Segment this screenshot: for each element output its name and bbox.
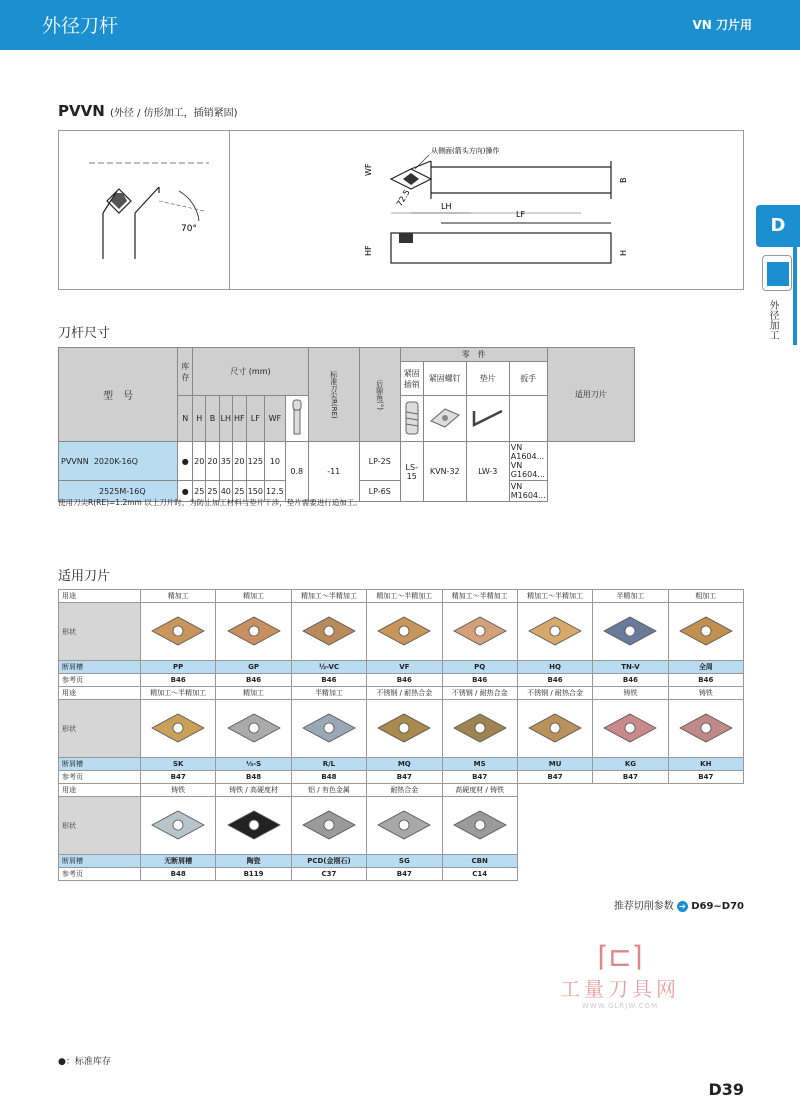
row-label: 用途 [59,687,141,700]
th-dims: 尺寸 (mm) [193,348,309,396]
insert-image [141,700,216,758]
insert-shape-icon [224,611,284,651]
insert-image [593,700,668,758]
chipbreaker: MS [442,758,517,771]
shim-value: KVN-32 [423,442,466,502]
ref-page[interactable]: B46 [517,674,592,687]
row-label: 断屑槽 [59,855,141,868]
insert-shape-icon [525,611,585,651]
row-label: 形状 [59,700,141,758]
chipbreaker: PCD(金刚石) [291,855,366,868]
empty-cell [593,855,668,868]
screw-value: LS-15 [400,442,423,502]
insert-use: 铸铁 [668,687,743,700]
ref-page[interactable]: B119 [216,868,291,881]
chapter-label: 外径加工 [767,300,778,340]
th-re: 标准刀尖R(RE) [308,348,359,442]
th-h: H [193,396,206,442]
th-n: N [178,396,193,442]
ref-page[interactable]: B46 [442,674,517,687]
insert-use: 铝 / 有色金属 [291,784,366,797]
insert-image [442,797,517,855]
chipbreaker: KG [593,758,668,771]
row-label: 形状 [59,797,141,855]
ref-page[interactable]: B46 [367,674,442,687]
insert-shape-icon [299,805,359,845]
chipbreaker: 陶瓷 [216,855,291,868]
pin-2: LP-6S [359,481,400,502]
row-label: 用途 [59,590,141,603]
insert-shape-icon [374,611,434,651]
header-right: VN 刀片用 [692,18,752,32]
row-label: 参考页 [59,868,141,881]
lf-1: 125 [246,442,264,481]
ref-page[interactable]: B47 [367,868,442,881]
chipbreaker: HQ [517,661,592,674]
insert-shape-icon [676,611,736,651]
empty-cell [668,797,743,855]
chipbreaker: R/L [291,758,366,771]
insert-image [367,700,442,758]
insert-shape-icon [299,708,359,748]
insert-shape-icon [148,611,208,651]
insert-shape-icon [224,708,284,748]
recom-label: 推荐切削参数 [613,901,674,912]
row-label: 参考页 [59,771,141,784]
recommended-cutting-params[interactable] [614,897,744,912]
holder-desc: (外径 / 仿形加工，插销紧固) [110,108,238,119]
empty-cell [517,797,592,855]
chipbreaker: GP [216,661,291,674]
chipbreaker: KH [668,758,743,771]
row-label: 用途 [59,784,141,797]
hf-2: 25 [233,481,247,502]
chipbreaker: ⅓-S [216,758,291,771]
insert-use: 精加工～半精加工 [442,590,517,603]
chipbreaker: SG [367,855,442,868]
svg-text:72.5: 72.5 [394,188,412,208]
insert-image [216,700,291,758]
th-shim: 垫片 [466,362,509,396]
th-wrench: 扳手 [509,362,547,396]
holder-code: PVVN [58,102,105,120]
watermark-logo: ⌈⊏⌉ [597,940,643,973]
wf-1: 10 [264,442,285,481]
chipbreaker: SK [141,758,216,771]
th-wf: WF [264,396,285,442]
section-title [58,102,238,120]
insert-image [367,797,442,855]
th-inserts: 适用刀片 [547,348,634,442]
insert-image [291,700,366,758]
insert-use: 不锈钢 / 耐热合金 [367,687,442,700]
insert-image [367,603,442,661]
ref-page[interactable]: B47 [442,771,517,784]
insert-use: 铸铁 [141,784,216,797]
insert-use: 半精加工 [593,590,668,603]
drawing-divider [229,131,230,289]
insert-use: 高硬度材 / 铸铁 [442,784,517,797]
insert-use: 铸铁 [593,687,668,700]
empty-cell [593,868,668,881]
ref-page[interactable]: B46 [216,674,291,687]
ref-page[interactable]: C14 [442,868,517,881]
insert-image [668,700,743,758]
recom-pages: D69~D70 [691,901,744,912]
empty-cell [517,784,592,797]
turning-icon [762,255,792,291]
insert-use: 半精加工 [291,687,366,700]
table2-title: 适用刀片 [58,569,111,584]
th-lf: LF [246,396,264,442]
chipbreaker: MU [517,758,592,771]
chipbreaker: MQ [367,758,442,771]
holder-drawing [58,130,744,290]
chipbreaker: VF [367,661,442,674]
chipbreaker: PP [141,661,216,674]
watermark-text: 工量刀具网 [560,977,680,1001]
insert-shape-icon [600,708,660,748]
insert-use: 不锈钢 / 耐热合金 [442,687,517,700]
ref-page[interactable]: B47 [517,771,592,784]
insert-use: 精加工 [141,590,216,603]
svg-text:LH: LH [441,202,452,211]
insert-image [141,603,216,661]
insert-shape-icon [525,708,585,748]
wf-2: 12.5 [264,481,285,502]
chipbreaker: 全周 [668,661,743,674]
ref-page[interactable]: B47 [367,771,442,784]
chipbreaker: TN-V [593,661,668,674]
insert-use: 精加工～半精加工 [517,590,592,603]
lf-2: 150 [246,481,264,502]
insert-image [216,603,291,661]
ref-page[interactable]: B47 [593,771,668,784]
wrench-icon [466,396,509,442]
th-lh: LH [219,396,232,442]
ref-page[interactable]: B46 [291,674,366,687]
insert-use: 精加工 [216,687,291,700]
chipbreaker: PQ [442,661,517,674]
shim-icon [423,396,466,442]
screw-icon [400,396,423,442]
holder-dimension-table [58,347,635,502]
svg-text:LF: LF [516,210,526,219]
th-parts: 零 件 [400,348,547,362]
insert-shape-icon [148,708,208,748]
empty-cell [668,855,743,868]
ref-page[interactable]: B47 [141,771,216,784]
empty-cell [517,868,592,881]
table1-note: 使用刀尖R(RE)=1.2mm 以上刀片时，为防止加工材料与垫片干涉，垫片需要进行追加工。 [58,498,362,507]
insert-shape-icon [600,611,660,651]
row-label: 形状 [59,603,141,661]
page-header [0,0,800,50]
svg-text:WF: WF [364,163,373,176]
insert-image [593,603,668,661]
angle-value: -11 [308,442,359,502]
insert-shape-icon [450,708,510,748]
arrow-right-icon: ➔ [677,901,688,912]
insert-table [58,589,744,881]
chipbreaker: CBN [442,855,517,868]
inserts-2: VN M1604... [510,482,546,500]
ref-page[interactable]: B48 [291,771,366,784]
model-row-2: 2525M-16Q [59,481,178,502]
b-1: 20 [206,442,219,481]
insert-image [442,603,517,661]
ref-page[interactable]: B47 [668,771,743,784]
insert-shape-icon [374,708,434,748]
svg-text:HF: HF [364,245,373,256]
th-b: B [206,396,219,442]
side-note: 从侧面(箭头方向)操作 [431,147,500,155]
wrench-value: LW-3 [466,442,509,502]
insert-use: 铸铁 / 高硬度材 [216,784,291,797]
pin-1: LP-2S [359,442,400,481]
lh-1: 35 [219,442,232,481]
svg-text:H: H [619,249,628,256]
insert-image [291,603,366,661]
insert-shape-icon [676,708,736,748]
th-pin: 紧固插销 [400,362,423,396]
insert-shape-icon [299,611,359,651]
insert-image [141,797,216,855]
insert-image [517,603,592,661]
angle-label: 70° [181,224,197,234]
insert-use: 精加工 [216,590,291,603]
header-title: 外径刀杆 [42,15,119,37]
insert-image [291,797,366,855]
chipbreaker: 无断屑槽 [141,855,216,868]
inserts-1: VN A1604... VN G1604... [509,442,547,481]
insert-image [442,700,517,758]
insert-use: 精加工～半精加工 [291,590,366,603]
insert-shape-icon [224,805,284,845]
empty-cell [517,855,592,868]
empty-cell [668,868,743,881]
insert-image [517,700,592,758]
empty-cell [668,784,743,797]
insert-use: 粗加工 [668,590,743,603]
insert-shape-icon [450,611,510,651]
insert-shape-icon [148,805,208,845]
table1-title: 刀杆尺寸 [58,326,111,341]
th-angle: 后隙角(°) [359,348,400,442]
th-model: 型 号 [59,348,178,442]
ref-page[interactable]: B48 [216,771,291,784]
model-row-1: PVVNN 2020K-16Q [59,442,178,481]
lh-2: 40 [219,481,232,502]
insert-use: 耐热合金 [367,784,442,797]
pin-icon [285,396,308,442]
page-number: D39 [708,1080,744,1099]
watermark-url: WWW.GLRJW.COM [581,1002,659,1010]
ref-page[interactable]: B46 [141,674,216,687]
h-1: 20 [193,442,206,481]
insert-image [216,797,291,855]
th-screw: 紧固螺钉 [423,362,466,396]
empty-cell [593,784,668,797]
h-2: 25 [193,481,206,502]
th-hf: HF [233,396,247,442]
side-view-diagram [59,131,229,289]
th-stock: 库存 [178,348,193,396]
stock-2: ● [178,481,193,502]
dimension-diagram [231,131,741,289]
ref-page[interactable]: B48 [141,868,216,881]
row-label: 断屑槽 [59,758,141,771]
chapter-tab[interactable]: D [756,205,800,247]
insert-shape-icon [374,805,434,845]
insert-use: 不锈钢 / 耐热合金 [517,687,592,700]
insert-image [668,603,743,661]
insert-shape-icon [450,805,510,845]
row-label: 参考页 [59,674,141,687]
row-label: 断屑槽 [59,661,141,674]
stock-1: ● [178,442,193,481]
re-value: 0.8 [285,442,308,502]
b-2: 25 [206,481,219,502]
legend: ●：标准库存 [58,1057,111,1067]
svg-text:B: B [619,177,628,183]
ref-page[interactable]: B46 [668,674,743,687]
chipbreaker: ½-VC [291,661,366,674]
ref-page[interactable]: C37 [291,868,366,881]
insert-use: 精加工～半精加工 [367,590,442,603]
empty-cell [593,797,668,855]
watermark [520,940,720,1010]
hf-1: 20 [233,442,247,481]
ref-page[interactable]: B46 [593,674,668,687]
insert-use: 精加工～半精加工 [141,687,216,700]
